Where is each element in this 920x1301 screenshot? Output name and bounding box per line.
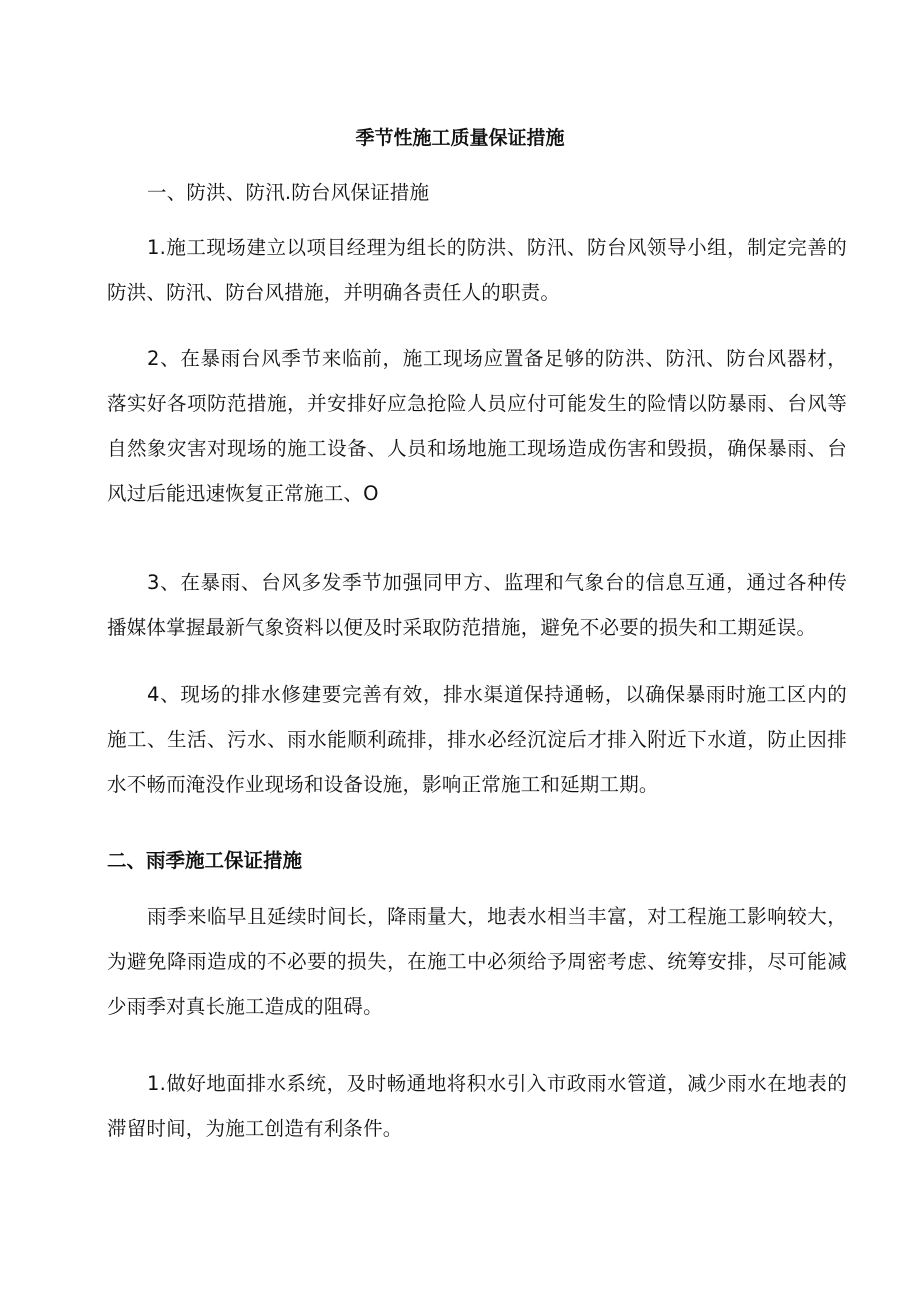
- section1-item-1: 1.施工现场建立以项目经理为组长的防洪、防汛、防台风领导小组，制定完善的防洪、防汛、防台风措施，并明确各责任人的职责。: [107, 236, 847, 304]
- section2-heading: 二、雨季施工保证措施: [107, 849, 303, 872]
- section2-intro: 雨季来临早且延续时间长，降雨量大，地表水相当丰富，对工程施工影响较大，为避免降雨造成的不必要的损失，在施工中必须给予周密考虑、统筹安排，尽可能减少雨季对真长施工造成的阻碍。: [107, 905, 847, 1018]
- document-title: 季节性施工质量保证措施: [355, 127, 565, 149]
- section1-item-3: 3、在暴雨、台风多发季节加强同甲方、监理和气象台的信息互通，通过各种传播媒体掌握最新气象资料以便及时采取防范措施，避免不必要的损失和工期延误。: [107, 571, 847, 639]
- section1-item-2: 2、在暴雨台风季节来临前，施工现场应置备足够的防洪、防汛、防台风器材，落实好各项防范措施，并安排好应急抢险人员应付可能发生的险情以防暴雨、台风等自然象灾害对现场的施工设备、人员和场地施工现场造成伤害和毁损，确保暴雨、台风过后能迅速恢复正常施工、O: [107, 347, 847, 505]
- section1-heading: 一、防洪、防汛.防台风保证措施: [147, 181, 430, 204]
- section2-item-1: 1.做好地面排水系统，及时畅通地将积水引入市政雨水管道，减少雨水在地表的滞留时间，为施工创造有利条件。: [107, 1072, 847, 1140]
- section1-item-4: 4、现场的排水修建要完善有效，排水渠道保持通畅，以确保暴雨时施工区内的施工、生活、污水、雨水能顺利疏排，排水必经沉淀后才排入附近下水道，防止因排水不畅而淹没作业现场和设备设施，影响正常施工和延期工期。: [107, 683, 847, 796]
